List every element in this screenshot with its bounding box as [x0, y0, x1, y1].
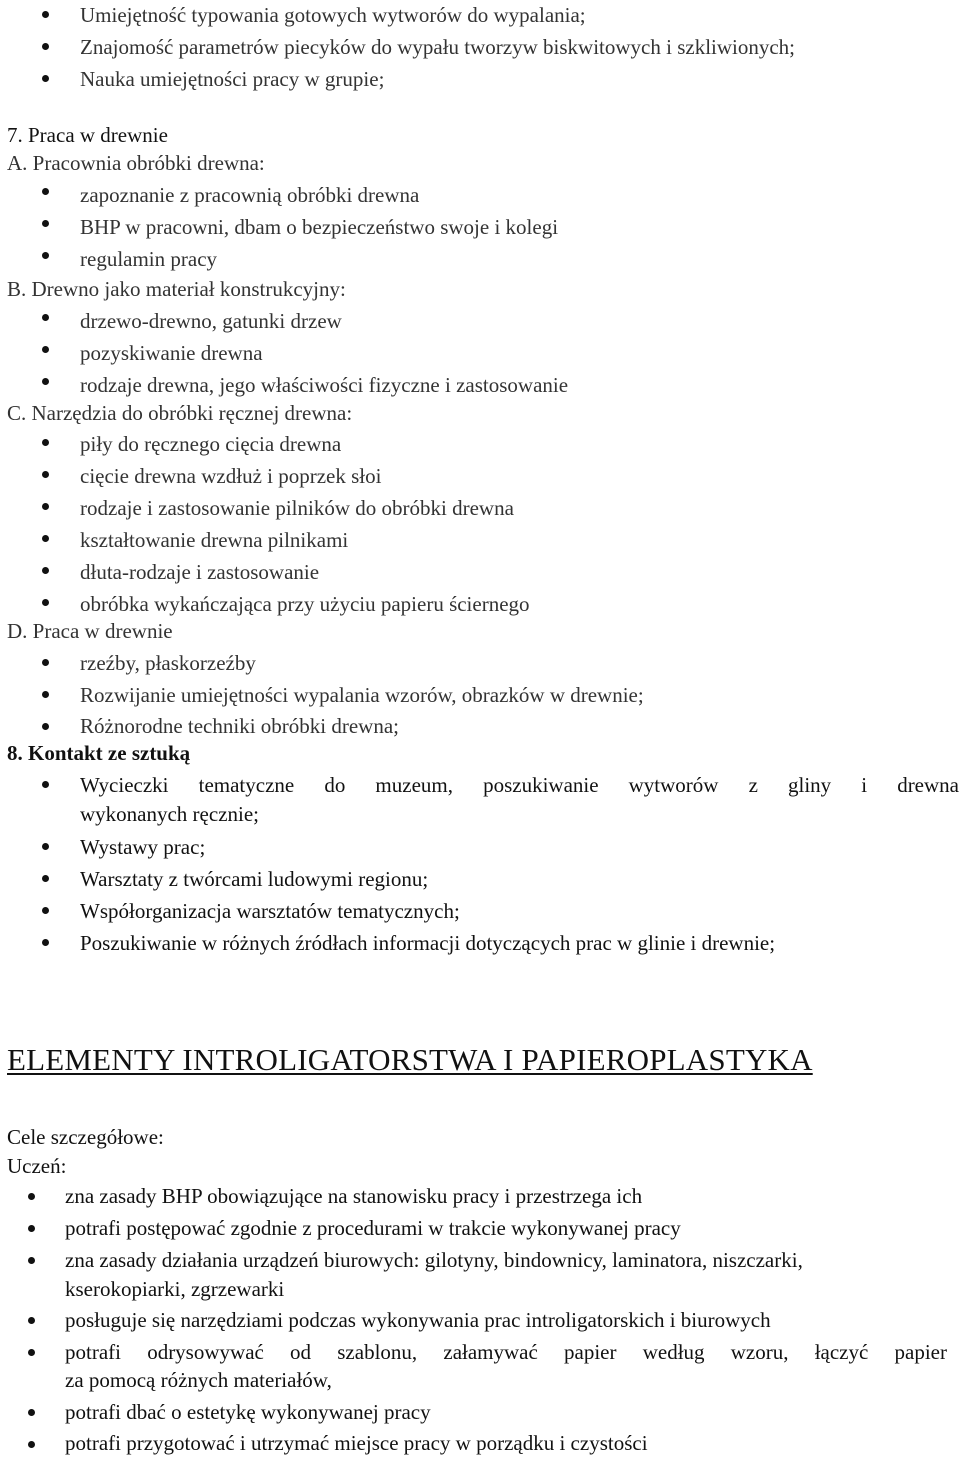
list-item-continuation: za pomocą różnych materiałów, — [65, 1368, 332, 1392]
list-item: potrafi odrysowywać od szablonu, załamywać papier według wzoru, łączyć papier — [65, 1340, 947, 1364]
list-item: piły do ręcznego cięcia drewna — [80, 432, 342, 456]
bullet — [28, 1441, 35, 1448]
list-item: rzeźby, płaskorzeźby — [80, 651, 256, 675]
bullet — [28, 1349, 35, 1356]
list-item: dłuta-rodzaje i zastosowanie — [80, 560, 320, 584]
bullet — [28, 1257, 35, 1264]
bullet — [42, 503, 49, 510]
bullet — [42, 439, 49, 446]
bullet — [42, 471, 49, 478]
list-item-continuation: wykonanych ręcznie; — [80, 802, 260, 826]
subsection-heading: C. Narzędzia do obróbki ręcznej drewna: — [7, 401, 353, 425]
list-item: Wystawy prac; — [80, 835, 206, 859]
list-item: Wycieczki tematyczne do muzeum, poszukiwanie wytworów z gliny i drewna — [80, 773, 959, 797]
list-item: Różnorodne techniki obróbki drewna; — [80, 714, 399, 738]
list-item-continuation: kserokopiarki, zgrzewarki — [65, 1277, 285, 1301]
bullet — [42, 11, 49, 18]
list-item: Współorganizacja warsztatów tematycznych; — [80, 899, 460, 923]
bullet — [42, 843, 49, 850]
cele-label: Cele szczegółowe: — [7, 1125, 164, 1149]
bullet — [42, 535, 49, 542]
bullet — [42, 781, 49, 788]
bullet — [28, 1193, 35, 1200]
list-item: obróbka wykańczająca przy użyciu papieru ściernego — [80, 592, 530, 616]
list-item: potrafi postępować zgodnie z procedurami w trakcie wykonywanej pracy — [65, 1216, 681, 1240]
bullet — [28, 1409, 35, 1416]
list-item: Poszukiwanie w różnych źródłach informacji dotyczących prac w glinie i drewnie; — [80, 931, 776, 955]
bullet — [42, 659, 49, 666]
list-item: cięcie drewna wzdłuż i poprzek słoi — [80, 464, 382, 488]
bullet — [42, 907, 49, 914]
bullet — [42, 220, 49, 227]
section-title: 8. Kontakt ze sztuką — [7, 741, 191, 765]
bullet — [42, 314, 49, 321]
list-item: Znajomość parametrów piecyków do wypału tworzyw biskwitowych i szkliwionych; — [80, 35, 796, 59]
bullet — [42, 378, 49, 385]
list-item: zapoznanie z pracownią obróbki drewna — [80, 183, 420, 207]
bullet — [42, 567, 49, 574]
list-item: Warsztaty z twórcami ludowymi regionu; — [80, 867, 429, 891]
list-item: kształtowanie drewna pilnikami — [80, 528, 349, 552]
bullet — [42, 599, 49, 606]
bullet — [42, 691, 49, 698]
bullet — [42, 75, 49, 82]
uczen-label: Uczeń: — [7, 1154, 67, 1178]
list-item: regulamin pracy — [80, 247, 218, 271]
list-item: zna zasady BHP obowiązujące na stanowisku pracy i przestrzega ich — [65, 1184, 643, 1208]
list-item: Umiejętność typowania gotowych wytworów do wypalania; — [80, 3, 586, 27]
bullet — [42, 875, 49, 882]
bullet — [42, 723, 49, 730]
list-item: potrafi przygotować i utrzymać miejsce pracy w porządku i czystości — [65, 1431, 648, 1455]
bullet — [42, 43, 49, 50]
list-item: potrafi dbać o estetykę wykonywanej pracy — [65, 1400, 431, 1424]
bullet — [42, 346, 49, 353]
bullet — [42, 939, 49, 946]
subsection-heading: D. Praca w drewnie — [7, 619, 173, 643]
bullet — [42, 252, 49, 259]
list-item: posługuje się narzędziami podczas wykonywania prac introligatorskich i biurowych — [65, 1308, 771, 1332]
list-item: zna zasady działania urządzeń biurowych: gilotyny, bindownicy, laminatora, niszczarki, — [65, 1248, 803, 1272]
list-item: rodzaje drewna, jego właściwości fizyczne i zastosowanie — [80, 373, 569, 397]
subsection-heading: A. Pracownia obróbki drewna: — [7, 151, 265, 175]
bullet — [28, 1317, 35, 1324]
section-title: 7. Praca w drewnie — [7, 123, 168, 147]
page-heading: ELEMENTY INTROLIGATORSTWA I PAPIEROPLASTYKA — [7, 1042, 813, 1077]
list-item: Nauka umiejętności pracy w grupie; — [80, 67, 385, 91]
list-item: pozyskiwanie drewna — [80, 341, 263, 365]
list-item: BHP w pracowni, dbam o bezpieczeństwo swoje i kolegi — [80, 215, 559, 239]
list-item: Rozwijanie umiejętności wypalania wzorów, obrazków w drewnie; — [80, 683, 644, 707]
subsection-heading: B. Drewno jako materiał konstrukcyjny: — [7, 277, 346, 301]
list-item: drzewo-drewno, gatunki drzew — [80, 309, 342, 333]
list-item: rodzaje i zastosowanie pilników do obróbki drewna — [80, 496, 514, 520]
bullet — [42, 188, 49, 195]
bullet — [28, 1225, 35, 1232]
